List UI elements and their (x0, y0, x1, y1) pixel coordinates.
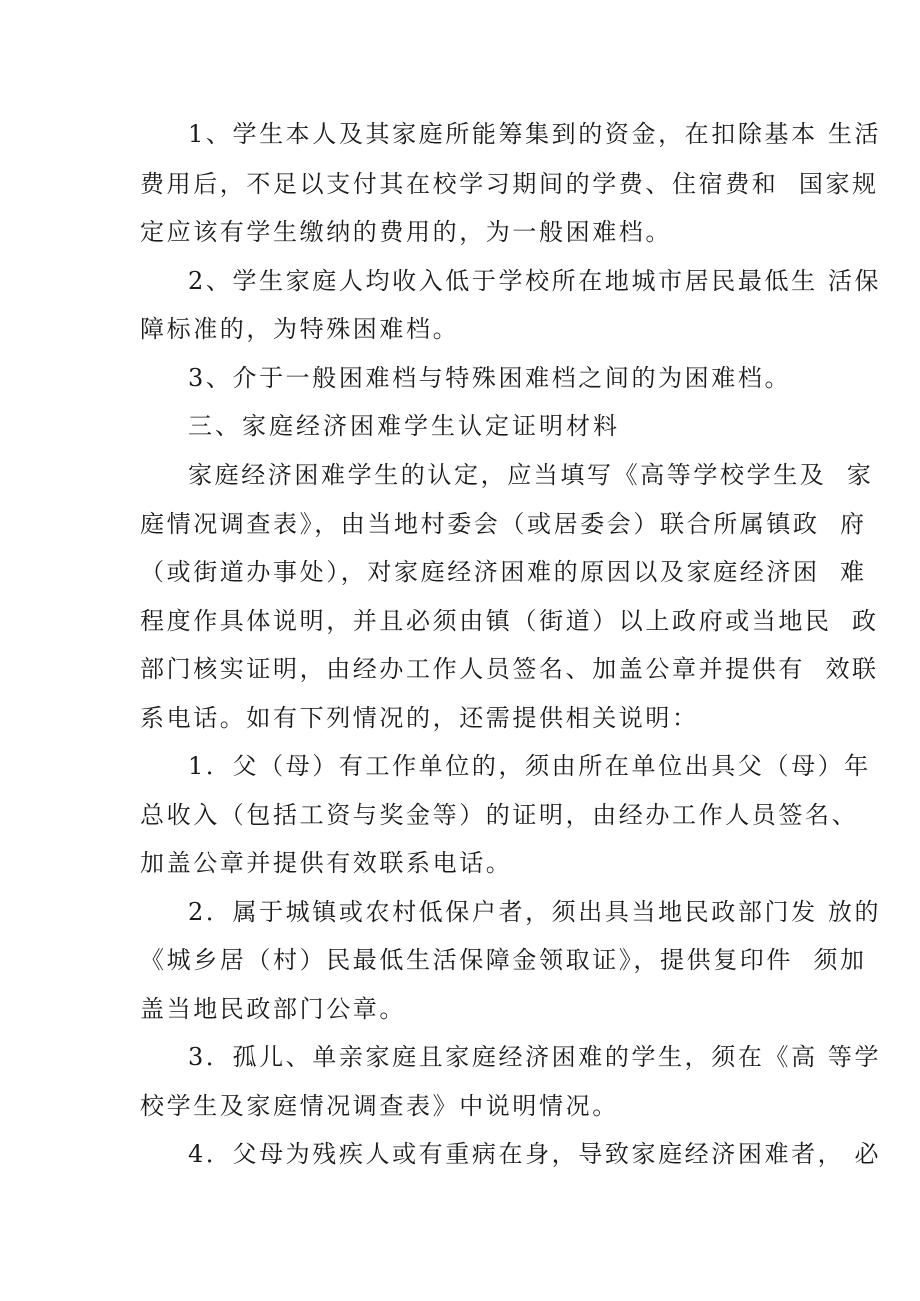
text-line: 定应该有学生缴纳的费用的，为一般困难档。 (140, 218, 672, 246)
text-line: 校学生及家庭情况调查表》中说明情况。 (140, 1092, 619, 1120)
text-line: 总收入（包括工资与奖金等）的证明，由经办工作人员签名、 (140, 801, 859, 829)
text-line: 2．属于城镇或农村低保户者，须出具当地民政部门发 放的 (188, 898, 882, 926)
text-line: 系电话。如有下列情况的，还需提供相关说明： (140, 704, 699, 732)
text-line: 程度作具体说明，并且必须由镇（街道）以上政府或当地民 政 (140, 607, 879, 635)
text-line: 庭情况调查表》，由当地村委会（或居委会）联合所属镇政 府 (140, 510, 867, 538)
text-line: 1、学生本人及其家庭所能筹集到的资金，在扣除基本 生活 (188, 120, 882, 148)
text-line: 《城乡居（村）民最低生活保障金领取证》，提供复印件 须加 (140, 946, 867, 974)
text-line: 4．父母为残疾人或有重病在身，导致家庭经济困难者， 必 (188, 1140, 882, 1168)
text-line: 3、介于一般困难档与特殊困难档之间的为困难档。 (188, 364, 792, 392)
text-line: 加盖公章并提供有效联系电话。 (140, 849, 513, 877)
text-line: 2、学生家庭人均收入低于学校所在地城市居民最低生 活保 (188, 267, 882, 295)
text-line: 盖当地民政部门公章。 (140, 995, 406, 1023)
text-line: 费用后，不足以支付其在校学习期间的学费、住宿费和 国家规 (140, 170, 879, 198)
text-line: （或街道办事处），对家庭经济困难的原因以及家庭经济困 难 (140, 558, 867, 586)
section-heading: 三、家庭经济困难学生认定证明材料 (188, 412, 620, 440)
text-line: 部门核实证明，由经办工作人员签名、加盖公章并提供有 效联 (140, 655, 879, 683)
text-line: 家庭经济困难学生的认定，应当填写《高等学校学生及 家 (188, 461, 874, 489)
text-line: 障标准的，为特殊困难档。 (140, 315, 460, 343)
text-line: 3．孤儿、单亲家庭且家庭经济困难的学生，须在《高 等学 (188, 1043, 882, 1071)
text-line: 1．父（母）有工作单位的，须由所在单位出具父（母）年 (188, 752, 871, 780)
